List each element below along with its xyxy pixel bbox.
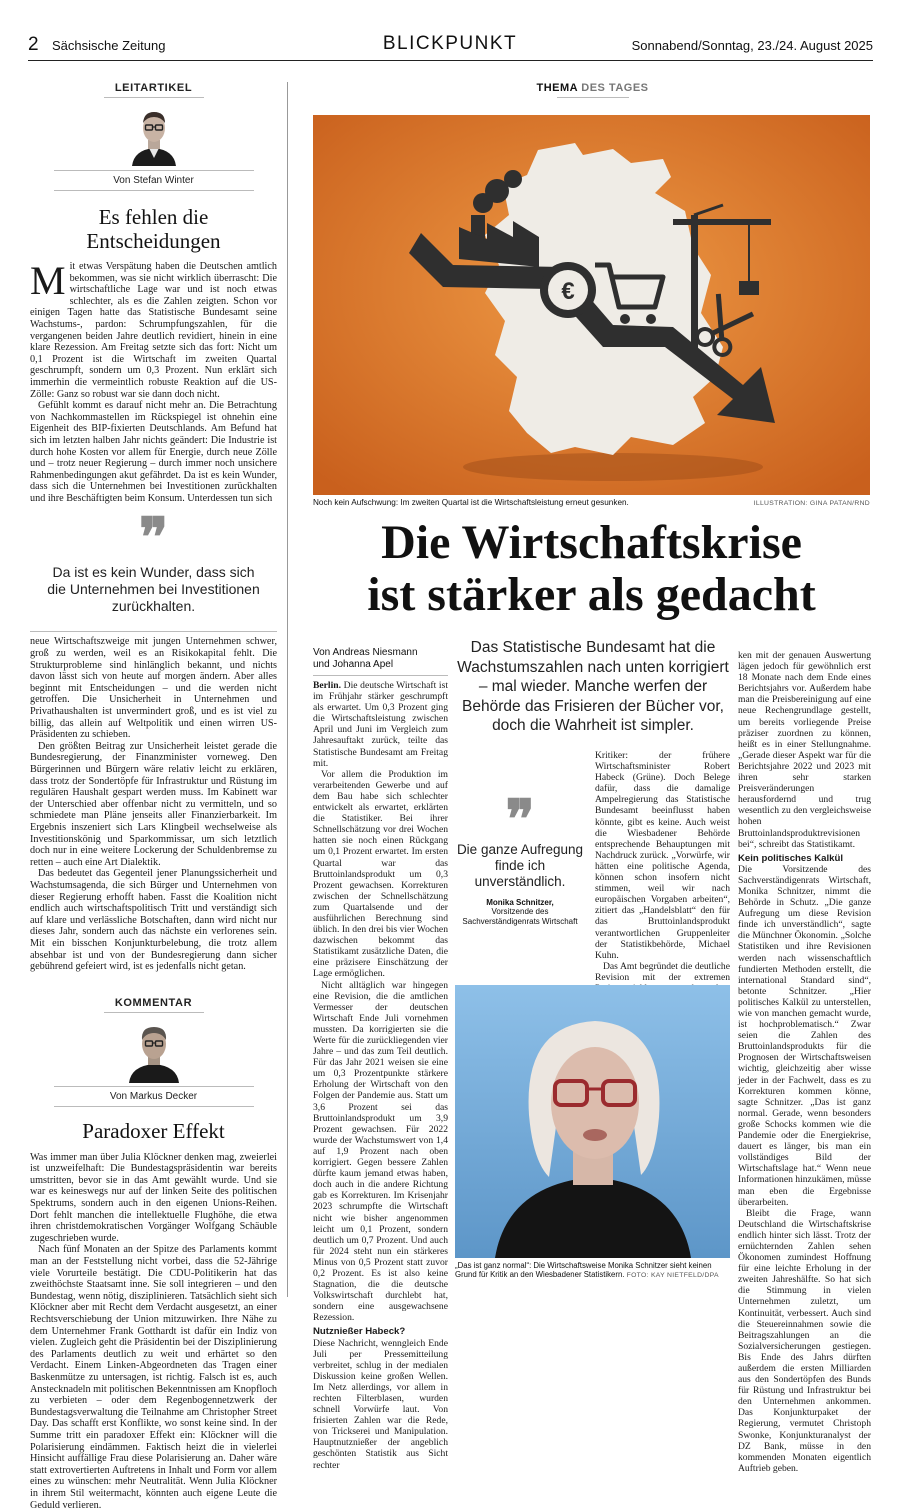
leitartikel-paragraph: it etwas Verspätung haben die Deutschen amtlich bekommen, was sie nicht wirklich überrascht: Die wirtschaftliche Lage war und ist noch etwas schlechter, als es die Zahlen zeigten. Schon vor einigen Tagen hatte das Statistische Bundesamt seine Wachstums-, pardon: Schrumpfungszahlen, für die vergangenen beiden Jahre deutlich revidiert, hinein in eine klare Rezession. Am Freitag setzte sich das fort: Nicht um 0,1 Prozent ist die Wirtschaft im zweiten Quartal geschrumpft, sondern um 0,3 Prozent. Nun erklärt sich immerhin die vermeintlich robuste Reaktion auf die US-Zölle: Ganz so robust war sie dann doch nicht. [30,261,277,400]
article-paragraph: Die deutsche Wirtschaft ist im Frühjahr stärker geschrumpft als erwartet. Um 0,3 Prozent ging die Wirtschaftsleistung zwischen April und Juni im Vergleich zum Jahresauftakt zurück, teilte das Statistische Bundesamt am Freitag mit. [313,680,448,769]
author-line: Von Andreas Niesmann [313,647,418,658]
quote-rule [30,631,277,632]
quote-author: Monika Schnitzer, [486,898,554,907]
photo-caption [455,1261,730,1281]
kommentar-paragraph: Was immer man über Julia Klöckner denken mag, zweierlei ist unzweifelhaft: Die Bundestagspräsidentin war bereits umstritten, bevor sie in das Amt gewählt wurde. Und sie war es keineswegs nur auf der linken Seite des politischen Spektrums, sondern auch in den eigenen Unions-Reihen. Dort fehlt manchen die intellektuelle Flughöhe, die etwa ihren christdemokratischen Vorgänger Wolfgang Schäuble zugeschrieben wurde. [30,1151,277,1244]
illustration-caption: Noch kein Aufschwung: Im zweiten Quartal ist die Wirtschaftsleistung erneut gesunken. [313,498,629,507]
svg-text:€: € [561,278,575,305]
kicker-rule [104,1012,204,1013]
thema-kicker [300,82,885,98]
opinion-column [30,62,277,1511]
byline-rule-bottom [54,190,254,191]
leitartikel-paragraph: neue Wirtschaftszweige mit jungen Unternehmen schwer, groß zu werden, weil es an Risikokapital fehlt. Die Strukturprobleme sind hinlänglich bekannt, und nichts davon lässt sich von heute auf morgen ändern. Aber alles beginnt mit Entscheidungen – und die werden nicht getroffen. Die Unsicherheit in Unternehmen und Privathaushalten ist unvermindert groß, und es ist viel zu billig, das allein auf Weltpolitik und einen wirren US-Präsidenten zu schieben. [30,636,277,741]
author-line: und Johanna Apel [313,659,394,670]
photo-credit: FOTO: KAY NIETFELD/DPA [626,1272,719,1280]
kommentar-kicker: KOMMENTAR [114,996,193,1009]
article-column-3 [738,650,871,1474]
photo-caption-text: „Das ist ganz normal“: Die Wirtschaftsweise Monika Schnitzer sieht keinen Grund für Kritik an den Wiesbadener Statistikern. [455,1261,712,1280]
article-authors [313,647,448,671]
leitartikel-headline: Es fehlen die Entscheidungen [86,205,221,253]
leitartikel-body-continued [30,636,277,972]
leitartikel-paragraph: Den größten Beitrag zur Unsicherheit leistet gerade die Bundesregierung, der Finanzminister vorneweg. Den Bürgerinnen und Bürgern wäre relativ leicht zu erklären, dass trotz der Sondertöpfe für Infrastruktur und Rüstung im regulären Haushalt gespart werden muss. Im Kabinett war der Unterschied aber offenbar nicht zu vermitteln, und so schmiedete man Pläne jenseits aller Finanzierbarkeit. Im Ergebnis inszeniert sich Lars Klingbeil wechselweise als Investitionskönig und Sparkommissar, um sich letztlich doch nur in eine weitere Lockerung der Schuldenbremse zu retten – auch eine Art Dialektik. [30,740,277,868]
article-quote-block [455,790,585,927]
paper-name: Sächsische Zeitung [52,38,166,53]
portrait-winter-icon [128,106,180,166]
illustration-credit: ILLUSTRATION: GINA PATAN/RND [753,500,870,507]
article-paragraph: Vor allem die Produktion im verarbeitenden Gewerbe und auf dem Bau habe sich schlechter entwickelt als erwartet, erklärten die Statistiker. Bei ihrer Schnellschätzung vor drei Wochen hatten sie noch einen Rückgang um 0,1 Prozent erwartet. Im ersten Quartal war das Bruttoinlandsprodukt um 0,3 Prozent gewachsen. Korrekturen zwischen der Schnellschätzung zum Quartalsende und der ausführlichen Berechnung sind üblich. In den drei bis vier Wochen dazwischen bekommt das Statistikamt zusätzliche Daten, die eine präzisere Einschätzung der Lage ermöglichen. [313,768,448,980]
article-subhead: Nutznießer Habeck? [313,1326,406,1338]
article-paragraph: Die Vorsitzende des Sachverständigenrats Wirtschaft, Monika Schnitzer, nimmt die Behörde in Schutz. „Die ganze Aufregung um diese Revision finde ich unverständlich“, sagte die Münchner Ökonomin. „Solche Statistiken und ihre Revisionen werden nach wissenschaftlich fundierten Methoden erstellt, die international Standard sind“, betonte Schnitzer. „Hier politisches Kalkül zu unterstellen, wie von manchen gemacht wurde, ist hochproblematisch.“ Zwar seien die Zahlen des Bruttoinlandsprodukts für die Prognosen der Wirtschaftsweisen wichtig, gleichzeitig aber wisse jeder in der Fachwelt, dass es zu Korrekturen kommen könne, sagte Schnitzer. „Das ist ganz normal. Gerade, wenn besonders große Schocks kommen wie die Pandemie oder die Energiekrise, dauert es länger, bis man ein vollständiges Bild der Wirtschaftslage hat.“ Wenn neue Informationen hinzukämen, müsse man eben die Ergebnisse überarbeiten. [738,863,871,1208]
kommentar-byline: Von Markus Decker [109,1090,198,1102]
authors-rule [313,675,448,676]
issue-date: Sonnabend/Sonntag, 23./24. August 2025 [631,38,873,53]
thema-kicker-light: DES TAGES [581,82,649,94]
page-number: 2 [28,34,39,55]
kommentar-headline: Paradoxer Effekt [82,1118,225,1143]
portrait-schnitzer-icon [455,985,730,1258]
leitartikel-kicker: LEITARTIKEL [114,82,193,94]
quote-role: Vorsitzende des Sachverständigenrats Wirtschaft [462,907,578,926]
dropcap: M [30,258,66,303]
dateline: Berlin. [313,680,341,691]
article-paragraph: Kritiker: der frühere Wirtschaftsminister Robert Habeck (Grüne). Doch Belege dafür, dass die damalige Ampelregierung das Statistische Bundesamt beeinflusst haben könnte, gibt es keine. Auch weist die Wiesbadener Behörde entsprechende Behauptungen mit Nachdruck zurück. „Vorwürfe, wir hätten eine politische Agenda, können schon insofern nicht stimmen, weil wir nach europäischen Vorgaben arbeiten“, zitiert das „Handelsblatt“ den für das Bruttoinlandsprodukt verantwortlichen Gruppenleiter der Statistikbehörde, Michael Kuhn. [595,750,730,961]
byline-rule [54,170,254,171]
article-column-1 [313,680,448,1471]
article-paragraph: Nicht alltäglich war hingegen eine Revision, die die amtlichen Vermesser der deutschen Wirtschaft Ende Juli vornehmen mussten. Da korrigierten sie die Werte für die zurückliegenden vier Jahre – und das zum Teil deutlich. Für das Jahr 2021 weisen sie eine um 0,3 Prozentpunkte stärkere Erholung der Wirtschaft von den Folgen der Pandemie aus. Statt um 3,6 Prozent sei das Bruttoinlandsprodukt um 3,9 Prozent gewachsen. Für 2022 wurde der Wachstumswert von 1,4 auf 1,9 Prozent nach oben korrigiert. Gegen bessere Zahlen dürfte kaum jemand etwas haben, doch auch in die andere Richtung gab es Korrekturen. Im Krisenjahr 2023 schrumpfte die Wirtschaft nicht wie bisher angenommen leicht um 0,1 Prozent, sondern deutlich um 0,7 Prozent. Und auch für 2024 steht nun ein stärkeres Minus von 0,5 Prozent statt zuvor 0,2 Prozent. Es ist also keine Stagnation, die die deutsche Volkswirtschaft durchlebt hat, sondern eine ausgewachsene Rezession. [313,979,448,1324]
article-column-2 [595,750,730,982]
byline-rule-bottom [54,1106,254,1107]
economy-illustration [313,115,870,495]
article-intro: Das Statistische Bundesamt hat die Wachstumszahlen nach unten korrigiert – mal wieder. Manche werfen der Behörde das Frisieren der Bücher vor, doch die Wahrheit ist simpler. [457,639,729,735]
leitartikel-body [30,258,277,504]
section-title: BLICKPUNKT [382,33,518,54]
kicker-rule [104,97,204,98]
article-subhead: Kein politisches Kalkül [738,852,844,864]
column-divider [287,82,288,1297]
leitartikel-paragraph: Gefühlt kommt es darauf nicht mehr an. Die Betrachtung von Nachkommastellen im Rückspiegel ist ohnehin eine Eigenheit des BIP-fixierten Deutschlands. Am Befund hat sich im letzten halben Jahr nichts geändert: Die Industrie ist durch hohe Kosten vor allem für Energie, durch neue Zölle und – trotz neuer Regierung – durch immer noch unsichere Rahmenbedingungen akut gefährdet. Da ist es kein Wunder, dass sich die Unternehmen bei Investitionen zurückhalten und ihre Beschäftigten beim Konsum. Unterdessen tun sich [30,400,277,504]
byline-rule [54,1086,254,1087]
article-paragraph: Das Amt begründet die deutliche Revision mit der extremen [595,960,730,983]
article-paragraph: Bleibt die Frage, wann Deutschland die Wirtschaftskrise endlich hinter sich lässt. Trotz der ernüchternden Zahlen sehen Ökonomen zumindest Hoffnung für eine leichte Erholung in der zweiten Jahreshälfte. So hat sich die Stimmung in vielen Unternehmen zuletzt, um Kontinuität, verbessert. Auch sind die Steuereinnahmen sowie die Beitragszahlungen an die Sozialversicherungen gestiegen. Bis Ende des Jahrs dürften außerdem die ersten Milliarden aus den Sondertöpfen des Bunds für Rüstung und Infrastruktur bei den Unternehmen ankommen. Das Konjunkturpaket der Regierung, vermutet Christoph Swonke, Konjunkturanalyst der DZ Bank, müsse in den kommenden Monaten eigentlich Auftrieb geben. [738,1207,871,1474]
portrait-decker-icon [126,1021,182,1083]
schnitzer-photo [455,985,730,1258]
quote-mark-icon: ❞ [138,508,169,569]
leitartikel-byline: Von Stefan Winter [113,175,194,186]
leitartikel-paragraph: Das bedeutet das Gegenteil jener Planungssicherheit und Wachstumsagenda, die sich Bürger und Unternehmen von dieser Regierung erhofft haben. Fasst die Koalition nicht endlich auch wirtschaftspolitisch Tritt und verständigt sich auf klare und verlässliche Botschaften, dann wird nicht nur dieses Jahr, sondern auch das nächste ein verlorenes sein. Mit ein bisschen Konjunkturbelebung, die trotz allem absehbar ist und von der Bundesregierung dann sicher gebührend gefeiert wird, ist es jedenfalls nicht getan. [30,868,277,973]
germany-downturn-illustration [313,115,870,495]
article-pull-quote: Die ganze Aufregung finde ich unverständlich. [456,842,584,889]
kommentar-paragraph: Nach fünf Monaten an der Spitze des Parlaments kommt man an der Feststellung nicht vorbei, dass die 52-Jährige viele Vorurteile bestätigt. Die CDU-Politikerin hat das zweithöchste Staatsamt inne. Sie soll integrieren – und den Bundestag, wenn nötig, disziplinieren. Tatsächlich sieht sich Klöckner aber mit Recht dem Verdacht ausgesetzt, an einer Rechtsverschiebung der Union mitzuwirken. Ihre Nähe zu dem Unternehmer Frank Gotthardt ist dafür ein Indiz von vielen. Zugleich geht die Präsidentin bei der Disziplinierung des Parlaments deutlich zu weit und erhärtet so den Verdacht. Einem Linken-Abgeordneten das Tragen einer Baskenmütze zu untersagen, ist richtig. Falsch ist es, auch Anstecknadeln mit politischen Bekenntnissen am Knopfloch zu verbieten – oder dem Regenbogennetzwerk der Bundestagsverwaltung die Teilnahme am Christopher Street Day. Das schafft erst Konflikte, wo sonst keine sind. In der Summe tritt ein paradoxer Effekt ein: Klöckner will die Polarisierung eindämmen. Faktisch heizt die in vielerlei Hinsicht auffällige Frau diese Polarisierung an. Daher wäre statt extrovertierten Auftretens in Inhalt und Form vor allem eines zu wünschen: mehr Neutralität. Wenn Julia Klöckner in ihrem Stil weitermacht, könnten auch eigene Leute die Geduld verlieren. [30,1244,277,1511]
thema-kicker-bold: THEMA [536,82,578,94]
thema-kicker-rule [557,97,629,98]
quote-mark-icon: ❞ [505,790,535,850]
leitartikel-pull-quote: Da ist es kein Wunder, dass sich die Unternehmen bei Investitionen zurückhalten. [47,564,260,615]
kommentar-body [30,1152,277,1511]
header-rule [28,60,873,61]
article-paragraph: Diese Nachricht, wenngleich Ende Juli per Pressemitteilung verbreitet, schlug in der medialen Diskussion keine großen Wellen. Im Netz allerdings, vor allem in rechten Filterblasen, wurden schnell Vorwürfe laut. Von frisierten Zahlen war die Rede, von Trickserei und Manipulation. Hauptnutznießer der angeblich geschönten Statistik aus Sicht rechter [313,1337,448,1471]
author-portrait-decker [30,1021,277,1083]
main-headline-line2: ist stärker als gedacht [367,568,816,621]
article-paragraph: ken mit der genauen Auswertung lägen jedoch für gewöhnlich erst 18 Monate nach dem Ende eines Berichtsjahrs vor. Außerdem habe man die Preisbereinigung auf eine neue Rechengrundlage gestellt, um bereits vorliegende Preise präziser zuordnen zu können, heißt es in einer Stellungnahme. „Gerade dieser Aspekt war für die Berichtsjahre 2022 und 2023 mit ihren sehr starken Preisveränderungen herausfordernd und trug wesentlich zu den vergleichsweise hohen Bruttoinlandsproduktrevisionen bei“, schreibt das Statistikamt. [738,650,871,850]
main-headline [313,517,870,621]
author-portrait-winter [30,106,277,166]
main-headline-line1: Die Wirtschaftskrise [381,516,802,569]
